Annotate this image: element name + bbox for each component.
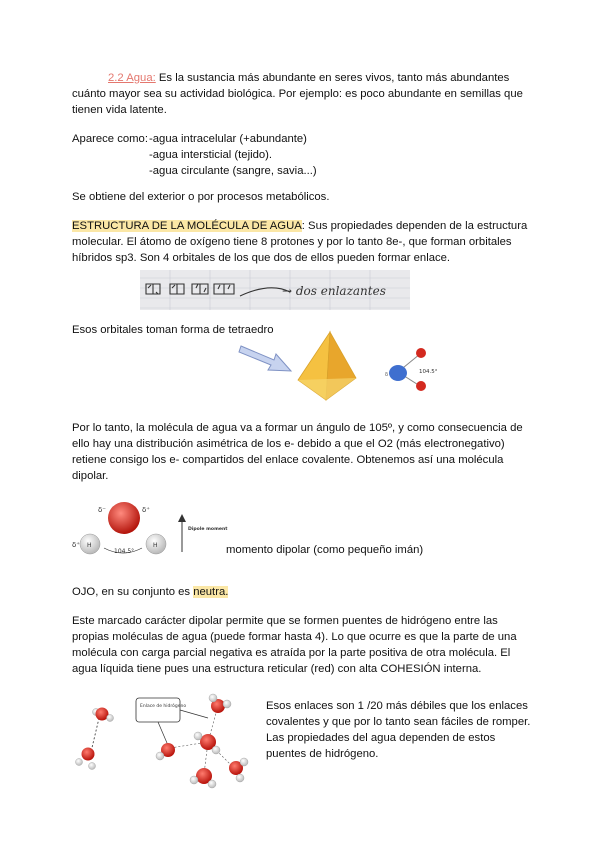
- structure-text: : Sus propiedades dependen de la estructura: [301, 220, 528, 232]
- bonds-line1: Este marcado carácter dipolar permite que se formen puentes de hidrógeno entre las: [72, 615, 498, 627]
- intro-line1: [108, 70, 509, 87]
- forms-item-1: -agua intracelular (+abundante): [149, 133, 307, 145]
- structure-heading: ESTRUCTURA DE LA MOLÉCULA DE AGUA: [72, 220, 302, 232]
- handwritten-note: → dos enlazantes: [282, 284, 386, 298]
- oxygen-atom: [389, 365, 407, 381]
- angle-label: 104.5°: [419, 369, 438, 375]
- hbond-line2: covalentes y que por lo tanto sean fáciles de romper.: [266, 716, 531, 728]
- hbond-line3: Las propiedades del agua dependen de estos: [266, 732, 496, 744]
- dipole-caption: momento dipolar (como pequeño imán): [226, 544, 424, 556]
- bonds-line2: propias moléculas de agua (puede formar hasta 4). Lo que ocurre es que la parte de una: [72, 631, 517, 643]
- structure-line2: molecular. El átomo de oxígeno tiene 8 protones y por lo tanto 8e-, que forman orbitales: [72, 236, 512, 248]
- hydrogen-bond-figure: [70, 692, 256, 795]
- origin-text: Se obtiene del exterior o por procesos metabólicos.: [72, 191, 330, 203]
- orbital-notes-photo: [140, 270, 410, 310]
- intro-line2: cuánto mayor sea su actividad biológica. Por ejemplo: es poco abundante en semillas que: [72, 88, 523, 100]
- dipole-moment-label: Dipole moment: [188, 527, 228, 532]
- hbond-line4: puentes de hidrógeno.: [266, 748, 379, 760]
- delta-plus-label-right: δ⁺: [142, 506, 150, 514]
- h-label-left: H: [87, 542, 92, 549]
- neutral-word: neutra.: [193, 586, 229, 598]
- dipole-line1: Por lo tanto, la molécula de agua va a formar un ángulo de 105º, y como consecuencia de: [72, 422, 523, 434]
- tetrahedron-figure: [296, 330, 358, 405]
- svg-text:δ: δ: [385, 372, 389, 378]
- h-label-right: H: [153, 542, 158, 549]
- neutral-line: [72, 584, 228, 601]
- intro-text: Es la sustancia más abundante en seres vivos, tanto más abundantes: [155, 72, 510, 84]
- intro-line3: tienen vida latente.: [72, 104, 167, 116]
- dipole-line4: dipolar.: [72, 470, 109, 482]
- hbond-box-label: Enlace de hidrógeno: [140, 704, 187, 709]
- dipole-line3: retiene consigo los e- compartidos del enlace covalente. Obtenemos así una molécula: [72, 454, 504, 466]
- bonds-line3: molécula con carga parcial negativa es atraída por la parte positiva de otra molécula. El: [72, 647, 511, 659]
- section-heading: 2.2 Agua:: [108, 72, 156, 84]
- forms-lead: Aparece como:: [72, 133, 148, 145]
- oxygen-atom: [108, 502, 140, 534]
- delta-plus-label-left: δ⁺: [72, 541, 80, 549]
- structure-line3: híbridos sp3. Son 4 orbitales de los que dos de ellos pueden formar enlace.: [72, 252, 451, 264]
- hydrogen-atom: [416, 348, 426, 358]
- neutral-lead: OJO, en su conjunto es: [72, 586, 194, 598]
- angle-label: 104.5°: [114, 548, 135, 555]
- bonds-line4: agua líquida tiene pues una estructura reticular (red) con alta COHESIÓN interna.: [72, 663, 482, 675]
- delta-minus-label: δ⁻: [98, 506, 106, 514]
- arrow-icon: [238, 338, 294, 377]
- structure-line1: [72, 218, 527, 235]
- dipole-molecule-figure: [68, 500, 228, 567]
- forms-item-3: -agua circulante (sangre, savia...): [149, 165, 317, 177]
- tetra-caption: Esos orbitales toman forma de tetraedro: [72, 324, 274, 336]
- hbond-line1: Esos enlaces son 1 /20 más débiles que los enlaces: [266, 700, 528, 712]
- water-angle-figure: [382, 346, 440, 395]
- forms-item-2: -agua intersticial (tejido).: [149, 149, 273, 161]
- hydrogen-atom: [416, 381, 426, 391]
- dipole-line2: ello hay una distribución asimétrica de los e- debido a que el O2 (más electronegativo): [72, 438, 505, 450]
